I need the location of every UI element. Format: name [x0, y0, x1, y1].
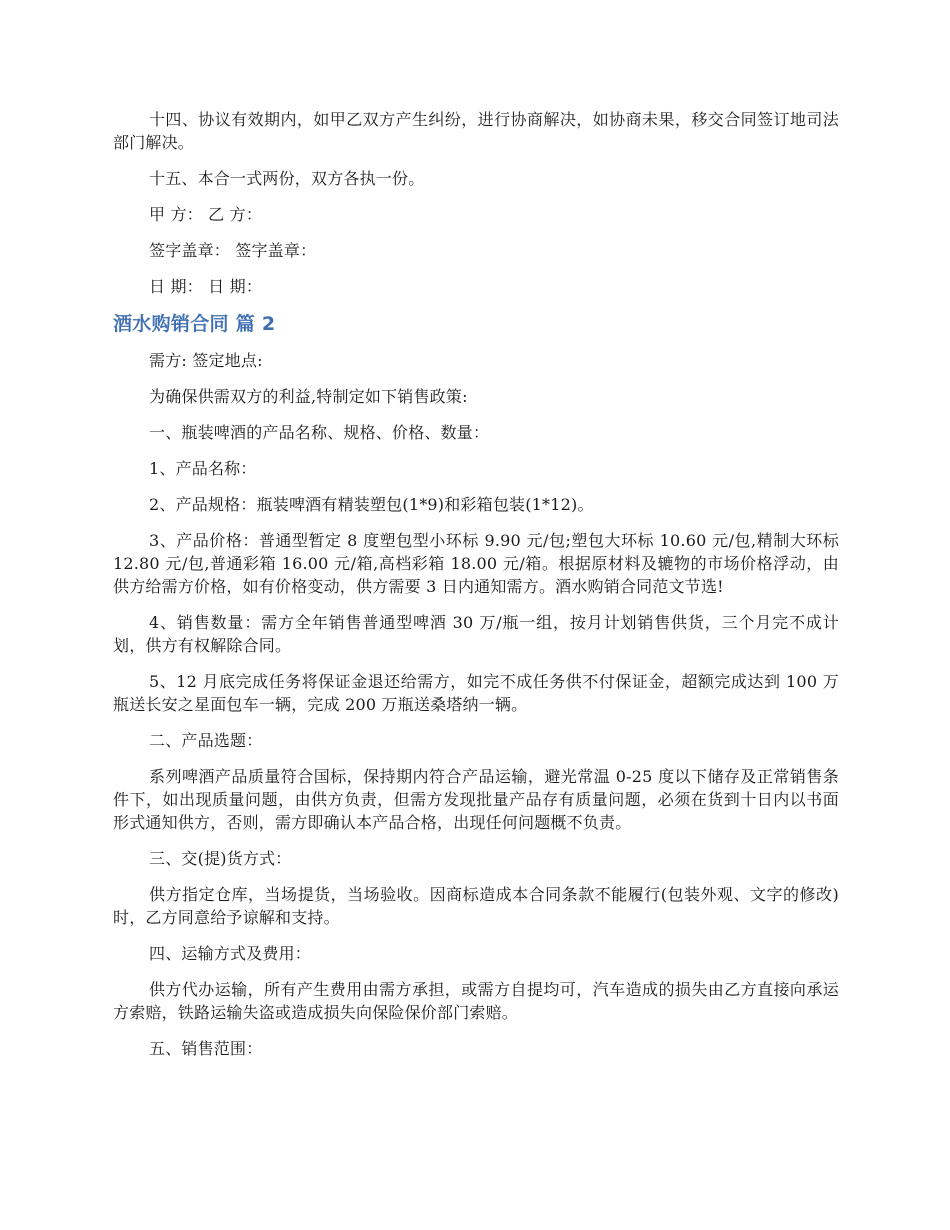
product-spec-item: 2、产品规格：瓶装啤酒有精装塑包(1*9)和彩箱包装(1*12)。 — [149, 495, 594, 514]
product-price-item: 3、产品价格：普通型暂定 8 度塑包型小环标 9.90 元/包;塑包大环标 10.60 元/包,精制大环标 12.80 元/包,普通彩箱 16.00 元/箱,高档彩箱 18.00 元/箱。根据原材料及辘物的市场价格浮动，由供方给需方价格，如有价格变动，供方需要 3 日内通知需方。酒水购销合同范文节选! — [113, 531, 839, 596]
buyer-location-line: 需方: 签定地点: — [149, 351, 263, 370]
document-page — [113, 108, 839, 1073]
delivery-paragraph: 供方指定仓库，当场提货，当场验收。因商标造成本合同条款不能履行(包装外观、文字的修改)时，乙方同意给予谅解和支持。 — [113, 885, 839, 927]
part-four-heading: 四、运输方式及费用： — [149, 944, 312, 963]
part-five-heading: 五、销售范围： — [149, 1039, 263, 1058]
quality-paragraph: 系列啤酒产品质量符合国标，保持期内符合产品运输，避光常温 0-25 度以下储存及正常销售条件下，如出现质量问题，由供方负责，但需方发现批量产品存有质量问题，必须在货到十日内以书面形式通知供方，否则，需方即确认本产品合格，出现任何问题概不负责。 — [113, 767, 839, 832]
clause-fifteen: 十五、本合一式两份，双方各执一份。 — [149, 169, 425, 188]
date-line: 日 期： 日 期： — [149, 277, 263, 296]
sales-quantity-item: 4、销售数量：需方全年销售普通型啤酒 30 万/瓶一组，按月计划销售供货，三个月完不成计划，供方有权解除合同。 — [113, 613, 839, 655]
party-line: 甲 方： 乙 方： — [149, 205, 263, 224]
signature-line: 签字盖章： 签字盖章： — [149, 241, 317, 260]
clause-fourteen: 十四、协议有效期内，如甲乙双方产生纠纷，进行协商解决，如协商未果，移交合同签订地司法部门解决。 — [113, 110, 839, 152]
part-three-heading: 三、交(提)货方式： — [149, 849, 292, 868]
transport-paragraph: 供方代办运输，所有产生费用由需方承担，或需方自提均可，汽车造成的损失由乙方直接向承运方索赔，铁路运输失盗或造成损失向保险保价部门索赔。 — [113, 980, 839, 1022]
part-one-heading: 一、瓶装啤酒的产品名称、规格、价格、数量： — [149, 423, 490, 442]
policy-intro: 为确保供需双方的利益,特制定如下销售政策: — [149, 387, 468, 406]
part-two-heading: 二、产品选题： — [149, 731, 263, 750]
section-heading: 酒水购销合同 篇 2 — [113, 313, 276, 335]
product-name-item: 1、产品名称： — [149, 459, 257, 478]
deposit-reward-item: 5、12 月底完成任务将保证金退还给需方，如完不成任务供不付保证金，超额完成达到 100 万瓶送长安之星面包车一辆，完成 200 万瓶送桑塔纳一辆。 — [113, 672, 839, 714]
